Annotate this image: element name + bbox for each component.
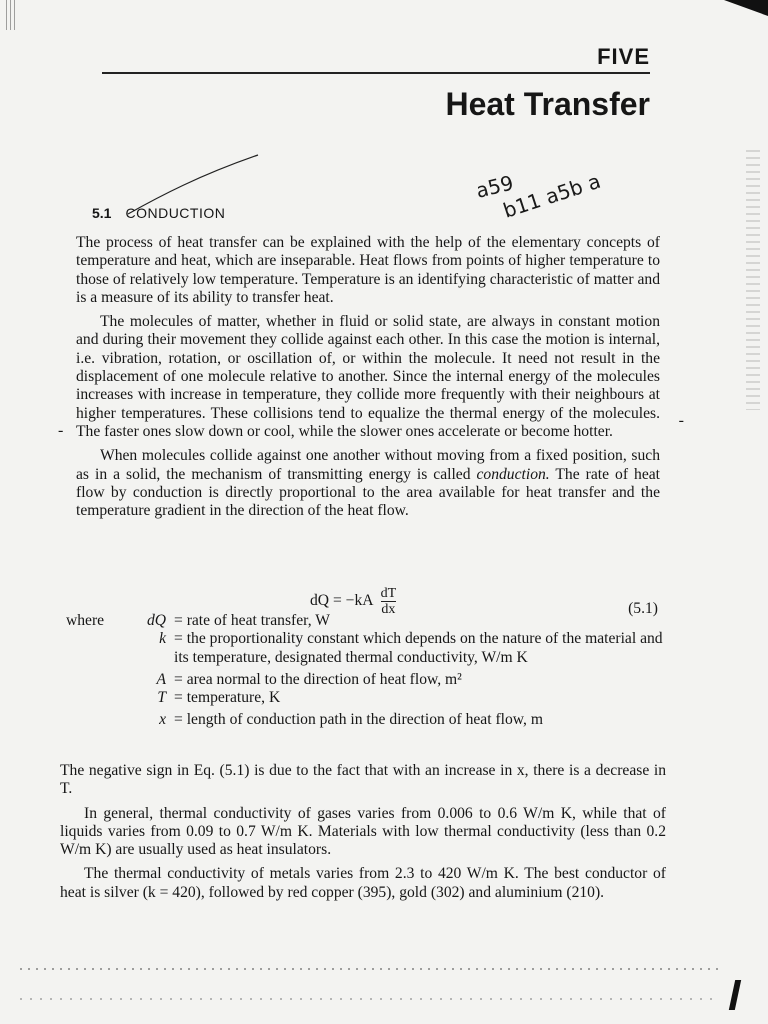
scan-dot-line xyxy=(20,998,720,1000)
definition-symbol: dQ xyxy=(146,612,166,629)
definition-symbol: x xyxy=(159,711,166,729)
definition-row xyxy=(66,689,666,707)
pen-underline-stroke xyxy=(0,0,768,260)
definition-row xyxy=(66,671,666,689)
definitions-list xyxy=(66,612,666,730)
section-title: CONDUCTION xyxy=(125,205,226,221)
paragraph-1: The process of heat transfer can be explained with the help of the elementary concepts of temperature and heat, which are inseparable. Heat flows from points of higher temperature to those of relatively low temperature. Temperature is an identifying characteristic of matter and is a measure of its ability to transfer heat. xyxy=(76,234,660,306)
body-text-lower xyxy=(60,762,666,908)
definition-symbol: T xyxy=(157,689,166,707)
handwritten-line-2: b11 a5b a xyxy=(500,168,604,223)
paragraph-3-after: The rate of heat flow by conduction is directly proportional to the area available for heat transfer and the temperature gradient in the direction of the heat flow. xyxy=(76,465,660,520)
paragraph-gases-liquids: In general, thermal conductivity of gases varies from 0.006 to 0.6 W/m K, while that of liquids varies from 0.09 to 0.7 W/m K. Materials with low thermal conductivity (less than 0.2 W/m K) are usually used as heat insulators. xyxy=(60,804,666,859)
definition-row xyxy=(66,630,666,667)
definition-text: = length of conduction path in the direction of heat flow, m xyxy=(174,711,543,729)
section-heading xyxy=(92,205,225,221)
chapter-title: Heat Transfer xyxy=(445,86,650,122)
definition-text: = rate of heat transfer, W xyxy=(174,612,330,629)
definition-symbol: k xyxy=(159,630,166,648)
fraction-numerator: dT xyxy=(380,586,397,601)
definition-text: = temperature, K xyxy=(174,689,281,707)
paragraph-metals: The thermal conductivity of metals varies from 2.3 to 420 W/m K. The best conductor of heat is silver (k = 420), followed by red copper (395), gold (302) and aluminium (210). xyxy=(60,865,666,901)
paragraph-negative-sign: The negative sign in Eq. (5.1) is due to the fact that with an increase in x, there is a decrease in T. xyxy=(60,762,666,798)
body-text-upper xyxy=(76,234,660,526)
handwritten-line-1: a59 xyxy=(478,170,516,203)
definition-row xyxy=(66,612,666,630)
definition-row xyxy=(66,711,666,729)
definition-text: = area normal to the direction of heat flow, m² xyxy=(174,670,462,688)
paragraph-3 xyxy=(76,447,660,520)
term-conduction: conduction. xyxy=(476,465,550,483)
margin-mark-left: - xyxy=(58,422,64,439)
where-label: where xyxy=(66,612,105,629)
chapter-number: FIVE xyxy=(597,44,650,69)
paragraph-2: The molecules of matter, whether in fluid or solid state, are always in constant motion and during their movement they collide against each other. In this case the motion is internal, i.e. vibration, rotation, or oscillation of, or within the molecule. It need not result in the displacement of one molecule relative to another. Since the internal energy of the molecules increases with increase in temperature, they collide more frequently with their neighbours at higher temperatures. These collisions tend to equalize the thermal energy of the molecules. The faster ones slow down or cool, while the slower ones accelerate or become hotter. xyxy=(76,313,660,440)
equation-number: (5.1) xyxy=(628,600,658,617)
scan-corner-mark xyxy=(729,980,741,1010)
margin-mark-right: - xyxy=(678,412,684,429)
section-number: 5.1 xyxy=(92,205,112,221)
definition-symbol: A xyxy=(156,670,166,688)
definition-text: = the proportionality constant which depends on the nature of the material and its temperature, designated thermal conductivity, W/m K xyxy=(174,630,663,666)
paragraph-3-before: When molecules collide against one another without moving from a fixed position, such as in a solid, the mechanism of transmitting energy is called xyxy=(76,447,660,483)
handwritten-note xyxy=(478,168,638,228)
equation-lhs: dQ = −kA xyxy=(310,592,373,610)
scan-dot-line xyxy=(20,968,720,970)
fraction-denominator: dx xyxy=(381,602,396,617)
